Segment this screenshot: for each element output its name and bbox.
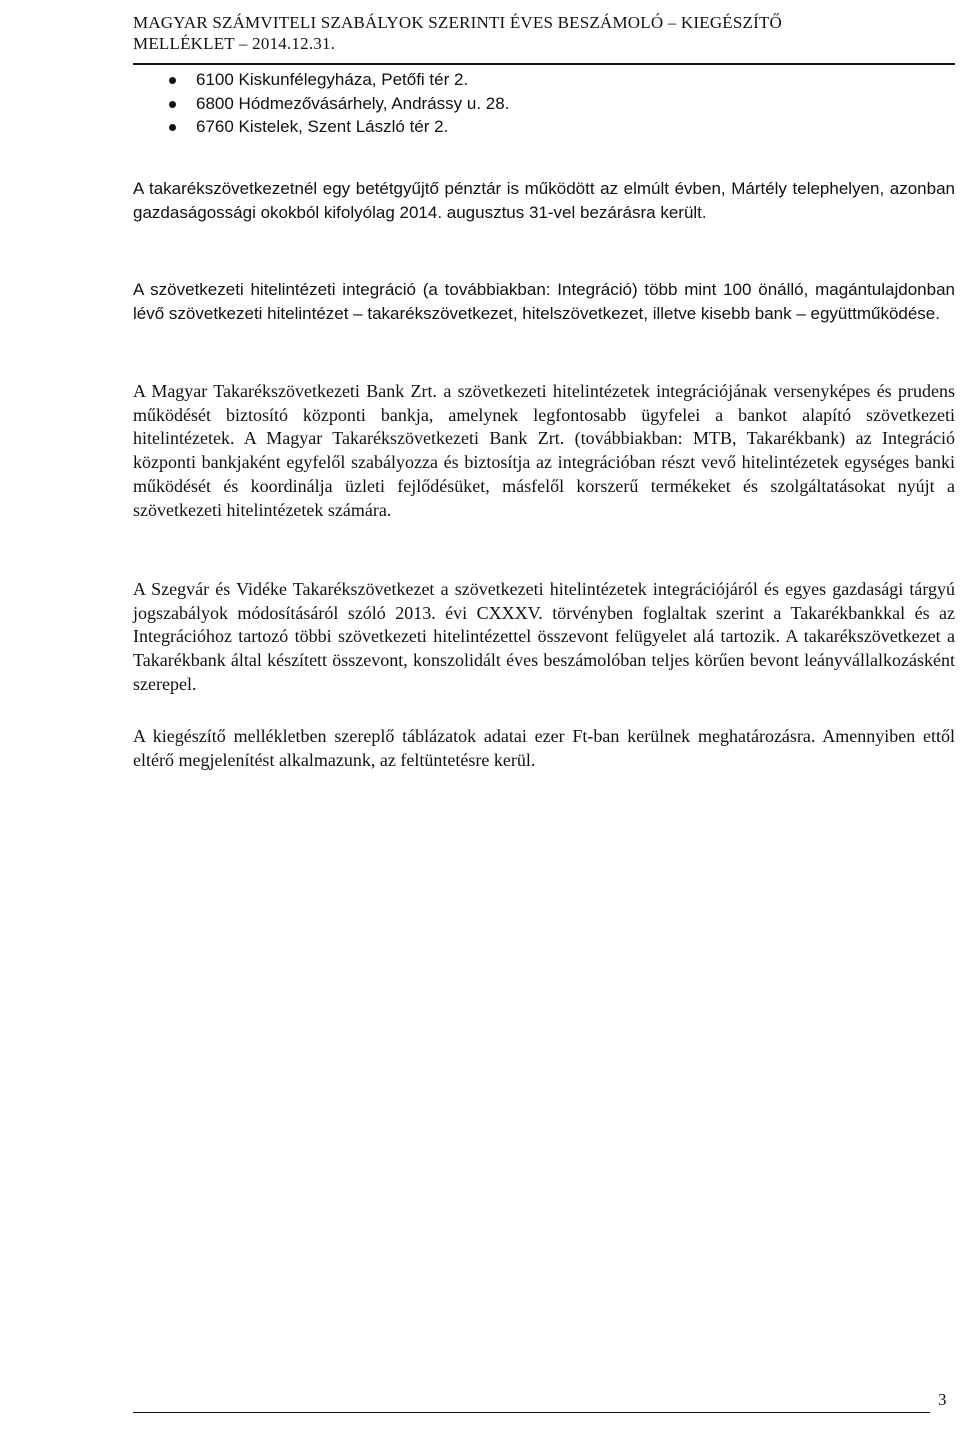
paragraph-integration: A szövetkezeti hitelintézeti integráció (a továbbiakban: Integráció) több mint 100 önálló, magántulajdonban lévő szövetkezeti hitelintézet – takarékszövetkezet, hitelszövetkezet, illetve kisebb bank – együttműködése. — [133, 280, 955, 323]
branch-list — [133, 68, 933, 139]
paragraph-supervision: A Szegvár és Vidéke Takarékszövetkezet a szövetkezeti hitelintézetek integrációjáról és egyes gazdasági tárgyú jogszabályok módosításáról szóló 2013. évi CXXXV. törvényben foglaltak szerint a Takarékbankkal és az Integrációhoz tartozó többi szövetkezeti hitelintézettel összevont felügyelet alá tartozik. A takarékszövetkezet a Takarékbank által készített összevont, konszolidált éves beszámolóban teljes körűen bevont leányvállalkozásként szerepel. — [133, 579, 955, 694]
branch-list-item: 6800 Hódmezővásárhely, Andrássy u. 28. — [133, 92, 933, 116]
branch-list-item: 6760 Kistelek, Szent László tér 2. — [133, 115, 933, 139]
document-header — [133, 12, 933, 54]
paragraph-central-bank: A Magyar Takarékszövetkezeti Bank Zrt. a szövetkezeti hitelintézetek integrációjának versenyképes és prudens működését biztosító központi bankja, amelynek legfontosabb ügyfelei a bankot alapító szövetkezeti hitelintézetek. A Magyar Takarékszövetkezeti Bank Zrt. (továbbiakban: MTB, Takarékbank) az Integráció központi bankjaként egyfelől szabályozza és biztosítja az integrációban részt vevő hitelintézetek egységes banki működését és koordinálja üzleti fejlődésüket, másfelől korszerű termékeket és szolgáltatásokat nyújt a szövetkezeti hitelintézetek számára. — [133, 381, 955, 520]
footer-divider — [133, 1412, 930, 1413]
branch-list-item: 6100 Kiskunfélegyháza, Petőfi tér 2. — [133, 68, 933, 92]
header-title-line-2: MELLÉKLET – 2014.12.31. — [133, 34, 336, 53]
header-title-line-1: MAGYAR SZÁMVITELI SZABÁLYOK SZERINTI ÉVES BESZÁMOLÓ – KIEGÉSZÍTŐ — [133, 13, 783, 32]
page-number: 3 — [938, 1390, 947, 1409]
paragraph-savings-office: A takarékszövetkezetnél egy betétgyűjtő pénztár is működött az elmúlt évben, Mártély telephelyen, azonban gazdaságossági okokból kifolyólag 2014. augusztus 31-vel bezárásra került. — [133, 179, 955, 222]
header-divider — [133, 63, 955, 65]
paragraph-currency-unit: A kiegészítő mellékletben szereplő táblázatok adatai ezer Ft-ban kerülnek meghatározásra. Amennyiben ettől eltérő megjelenítést alkalmazunk, az feltüntetésre kerül. — [133, 726, 955, 770]
